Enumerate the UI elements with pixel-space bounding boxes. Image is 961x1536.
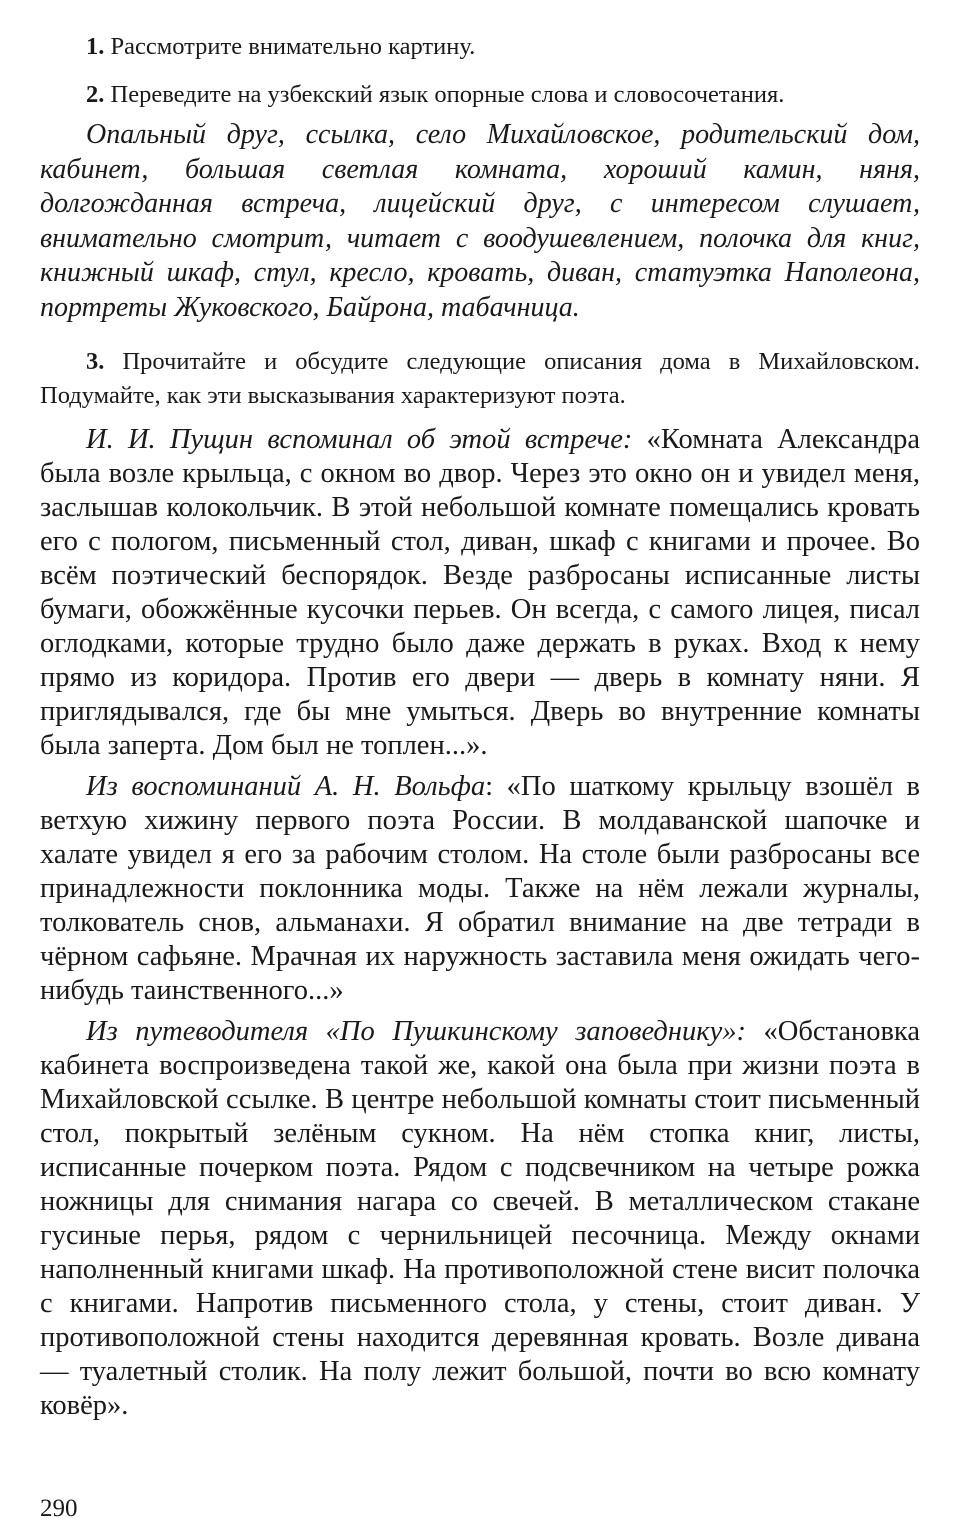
task-2-number: 2. bbox=[86, 81, 105, 108]
task-1 bbox=[40, 30, 920, 64]
task-3-number: 3. bbox=[86, 348, 105, 375]
quote-guidebook bbox=[40, 1015, 920, 1423]
quote-pushchin bbox=[40, 423, 920, 763]
task-1-text: Рассмотрите внимательно картину. bbox=[104, 33, 476, 60]
quote-source: И. И. Пущин вспоминал об этой встрече: bbox=[86, 424, 633, 455]
quote-wolf bbox=[40, 770, 920, 1008]
quote-text: «Комната Александра была возле крыльца, с окном во двор. Через это окно он и увидел меня, заслышав колокольчик. В этой небольшой комнате помещались кровать его с пологом, письменный стол, диван, шкаф с книгами и прочее. Во всём поэтический беспорядок. Везде разбросаны исписанные листы бумаги, обожжённые кусочки перьев. Он всегда, с самого лицея, писал оглодками, которые трудно было даже держать в руках. Вход к нему прямо из коридора. Против его двери — дверь в комнату няни. Я приглядывался, где бы мне умыться. Дверь во внутренние комнаты была заперта. Дом был не топлен...». bbox=[40, 424, 920, 761]
task-1-number: 1. bbox=[86, 33, 105, 60]
quote-text: «Обстановка кабинета воспроизведена такой же, какой она была при жизни поэта в Михайловской ссылке. В центре небольшой комнаты стоит письменный стол, покрытый зелёным сукном. На нём стопка книг, листы, исписанные почерком поэта. Рядом с подсвечником на четыре рожка ножницы для снимания нагара со свечей. В металлическом стакане гусиные перья, рядом с чернильницей песочница. Между окнами наполненный книгами шкаф. На противоположной стене висит полочка с книгами. Напротив письменного стола, у стены, стоит диван. У противоположной стены находится деревянная кровать. Возле дивана — туалетный столик. На полу лежит большой, почти во всю комнату ковёр». bbox=[40, 1016, 920, 1421]
task-2-text: Переведите на узбекский язык опорные слова и словосочетания. bbox=[104, 81, 785, 108]
page-content bbox=[40, 30, 920, 1430]
task-3-text: Прочитайте и обсудите следующие описания дома в Михайловском. Подумайте, как эти высказывания характеризуют поэта. bbox=[40, 348, 920, 409]
quote-source: Из путеводителя «По Пушкинскому заповеднику»: bbox=[86, 1016, 746, 1047]
quote-text: : «По шаткому крыльцу взошёл в ветхую хижину первого поэта России. В молдаванской шапочке и халате увидел я его за рабочим столом. На столе были разбросаны все принадлежности поклонника моды. Также на нём лежали журналы, толкователь снов, альманахи. Я обратил внимание на две тетради в чёрном сафьяне. Мрачная их наружность заставила меня ожидать чего-нибудь таинственного...» bbox=[40, 771, 921, 1006]
vocabulary-list: Опальный друг, ссылка, село Михайловское, родительский дом, кабинет, большая светлая комната, хороший камин, няня, долгожданная встреча, лицейский друг, с интересом слушает, внимательно смотрит, читает с воодушевлением, полочка для книг, книжный шкаф, стул, кресло, кровать, диван, статуэтка Наполеона, портреты Жуковского, Байрона, табачница. bbox=[40, 119, 920, 323]
task-3 bbox=[40, 345, 920, 413]
task-2 bbox=[40, 78, 920, 112]
quote-source: Из воспоминаний А. Н. Вольфа bbox=[86, 771, 486, 802]
page-number: 290 bbox=[40, 1495, 78, 1522]
